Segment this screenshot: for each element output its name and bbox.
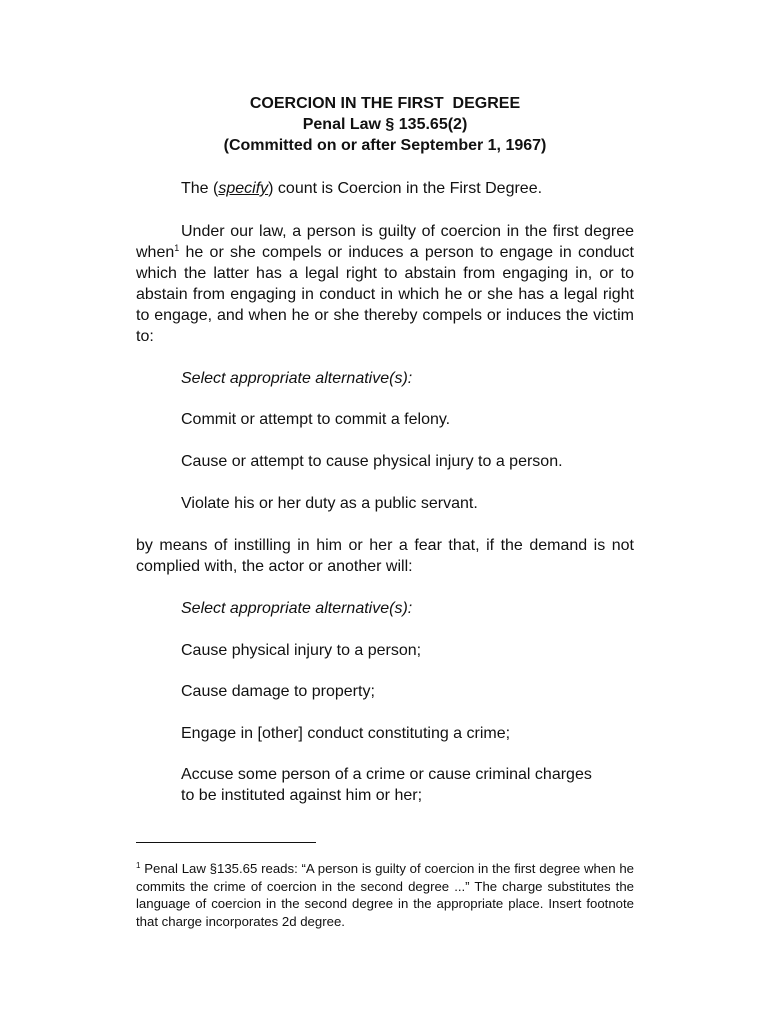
footnote-separator bbox=[136, 842, 316, 843]
law-paragraph bbox=[136, 221, 634, 347]
alternative-physical-injury: Cause or attempt to cause physical injury to a person. bbox=[181, 453, 563, 470]
law-paragraph-text-2: he or she compels or induces a person to engage in conduct which the latter has a legal right to abstain from engaging in, or to abstain from engaging in conduct in which he or she has a legal right to engage, and when he or she thereby compels or induces the victim to: bbox=[136, 244, 634, 345]
threat-property-damage: Cause damage to property; bbox=[181, 683, 375, 700]
count-sentence bbox=[181, 178, 542, 199]
footnote-reference: 1 bbox=[174, 243, 180, 253]
alternatives-instruction-1: Select appropriate alternative(s): bbox=[181, 370, 413, 387]
title-line-2: Penal Law § 135.65(2) bbox=[302, 116, 468, 133]
alternatives-instruction-2: Select appropriate alternative(s): bbox=[181, 600, 413, 617]
count-sentence-after: ) count is Coercion in the First Degree. bbox=[268, 180, 543, 197]
alternative-public-servant: Violate his or her duty as a public servant. bbox=[181, 495, 478, 512]
threat-accuse-line-2: to be instituted against him or her; bbox=[181, 787, 423, 804]
threat-physical-injury: Cause physical injury to a person; bbox=[181, 642, 422, 659]
count-sentence-before: The ( bbox=[181, 180, 219, 197]
title-line-3: (Committed on or after September 1, 1967) bbox=[223, 137, 547, 154]
footnote-marker: 1 bbox=[136, 861, 141, 870]
means-paragraph: by means of instilling in him or her a fear that, if the demand is not complied with, the actor or another will: bbox=[136, 537, 634, 575]
law-paragraph-text-1: Under our law, a person is guilty of coercion in the first degree when bbox=[136, 223, 634, 261]
threat-other-crime: Engage in [other] conduct constituting a crime; bbox=[181, 725, 511, 742]
title-line-1: COERCION IN THE FIRST DEGREE bbox=[249, 95, 521, 112]
document-title bbox=[0, 93, 770, 156]
threat-accuse-line-1: Accuse some person of a crime or cause criminal charges bbox=[181, 766, 592, 783]
footnote-text: Penal Law §135.65 reads: “A person is guilty of coercion in the first degree when he commits the crime of coercion in the second degree ...” The charge substitutes the language of coercion in the second degree in the appropriate place. Insert footnote that charge incorporates 2d degree. bbox=[136, 861, 634, 929]
footnote bbox=[136, 860, 634, 930]
specify-placeholder: specify bbox=[218, 180, 269, 197]
alternative-felony: Commit or attempt to commit a felony. bbox=[181, 411, 451, 428]
